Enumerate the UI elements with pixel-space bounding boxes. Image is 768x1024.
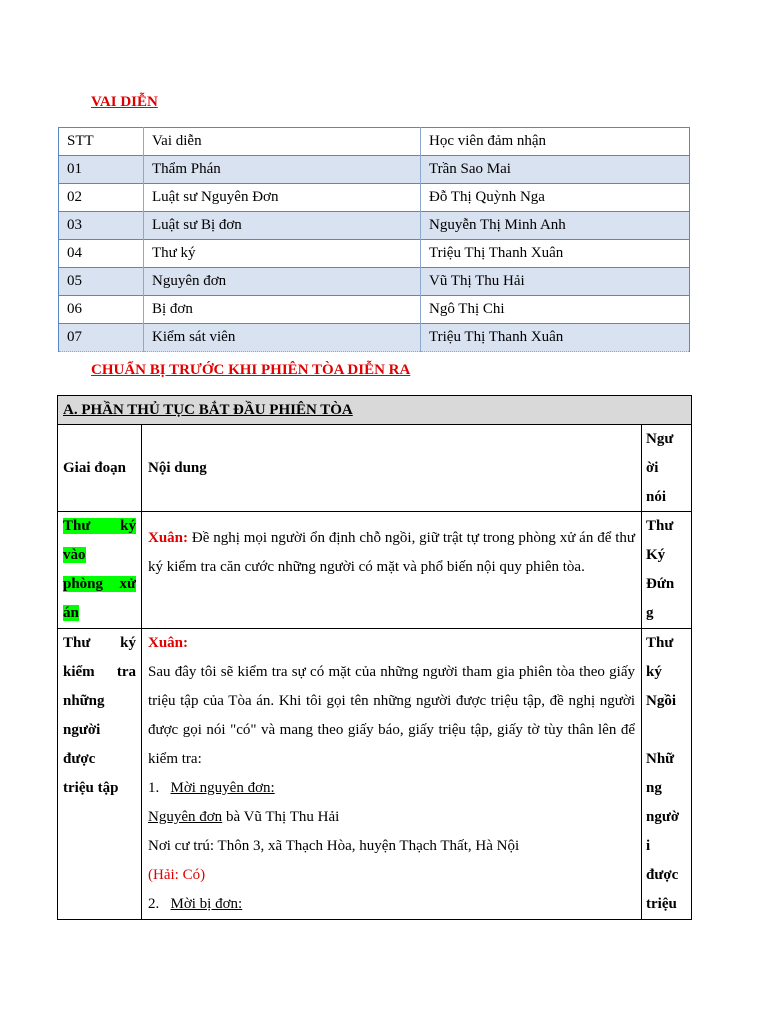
content-cell: Xuân: Đề nghị mọi người ổn định chỗ ngồi, giữ trật tự trong phòng xử án để thư ký kiểm tra căn cước những người có mặt và phổ biến nội quy phiên tòa. <box>142 512 642 628</box>
roles-row <box>59 268 690 296</box>
procedure-table <box>57 395 692 920</box>
roles-cell: Nguyễn Thị Minh Anh <box>421 212 690 240</box>
roles-row <box>59 324 690 352</box>
roles-cell: 04 <box>59 240 144 268</box>
procedure-row <box>58 512 691 629</box>
roles-cell: Ngô Thị Chi <box>421 296 690 324</box>
roles-row <box>59 184 690 212</box>
roles-header-row <box>59 128 690 156</box>
roles-cell: Luật sư Nguyên Đơn <box>144 184 421 212</box>
roles-cell: 02 <box>59 184 144 212</box>
plaintiff-line: Nguyên đơn bà Vũ Thị Thu Hải <box>148 809 340 825</box>
roles-table <box>58 127 690 352</box>
column-header-speaker: Ngư ời nói <box>646 431 674 505</box>
speaker-name: Xuân: <box>148 635 189 651</box>
roles-cell: Nguyên đơn <box>144 268 421 296</box>
list-item: 2. Mời bị đơn: <box>148 896 243 912</box>
content-cell <box>142 629 642 920</box>
roles-cell: 07 <box>59 324 144 352</box>
roles-cell: Vũ Thị Thu Hải <box>421 268 690 296</box>
speaker-name: Xuân: <box>148 530 189 546</box>
roles-cell: 06 <box>59 296 144 324</box>
roles-header-cell: Học viên đảm nhận <box>421 128 690 156</box>
roles-cell: 01 <box>59 156 144 184</box>
column-header-stage: Giai đoạn <box>58 425 142 511</box>
procedure-section-title: A. PHẦN THỦ TỤC BẮT ĐẦU PHIÊN TÒA <box>58 396 691 425</box>
reply-line: (Hải: Có) <box>148 867 206 883</box>
roles-cell: Triệu Thị Thanh Xuân <box>421 240 690 268</box>
preparation-heading: CHUẨN BỊ TRƯỚC KHI PHIÊN TÒA DIỄN RA <box>91 362 411 378</box>
roles-row <box>59 212 690 240</box>
roles-header-cell: STT <box>59 128 144 156</box>
speaker-cell: Thư ký Ngồi Nhữ ng ngườ i được triệu <box>646 635 680 912</box>
roles-cell: Triệu Thị Thanh Xuân <box>421 324 690 352</box>
procedure-row <box>58 629 691 920</box>
roles-row <box>59 240 690 268</box>
roles-cell: Đỗ Thị Quỳnh Nga <box>421 184 690 212</box>
column-header-content: Nội dung <box>142 425 642 511</box>
roles-cell: Bị đơn <box>144 296 421 324</box>
roles-cell: 03 <box>59 212 144 240</box>
roles-row <box>59 296 690 324</box>
roles-header-cell: Vai diễn <box>144 128 421 156</box>
instruction-paragraph: Sau đây tôi sẽ kiểm tra sự có mặt của những người tham gia phiên tòa theo giấy triệu tập của Tòa án. Khi tôi gọi tên những người được triệu tập, đề nghị người được gọi nói "có" và mang theo giấy báo, giấy triệu tập, giấy tờ tùy thân lên để kiểm tra: <box>148 664 635 767</box>
procedure-header-row <box>58 425 691 512</box>
stage-cell: Thư ký vào phòng xử án <box>58 512 142 628</box>
roles-cell: Trần Sao Mai <box>421 156 690 184</box>
roles-cell: Luật sư Bị đơn <box>144 212 421 240</box>
residence-line: Nơi cư trú: Thôn 3, xã Thạch Hòa, huyện Thạch Thất, Hà Nội <box>148 838 520 854</box>
list-item: 1. Mời nguyên đơn: <box>148 780 275 796</box>
roles-cell: Thư ký <box>144 240 421 268</box>
speaker-cell: Thư Ký Đứn g <box>646 518 675 621</box>
roles-cell: Thẩm Phán <box>144 156 421 184</box>
roles-cell: Kiểm sát viên <box>144 324 421 352</box>
stage-cell: Thư ký kiểm tra những người được triệu tập <box>58 629 142 920</box>
roles-heading: VAI DIỄN <box>91 94 158 110</box>
roles-row <box>59 156 690 184</box>
roles-cell: 05 <box>59 268 144 296</box>
